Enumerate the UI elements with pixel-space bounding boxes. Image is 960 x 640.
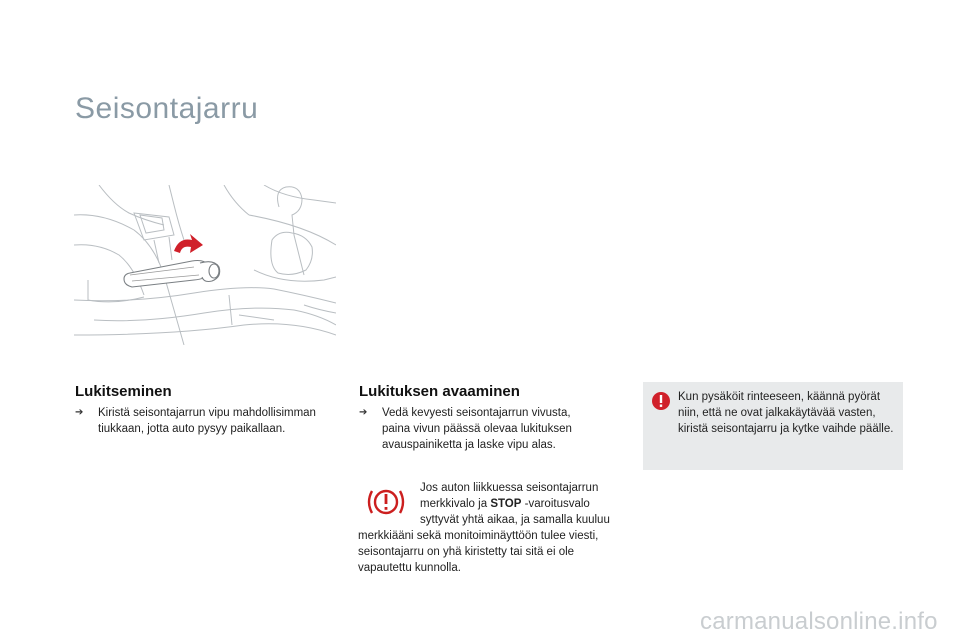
note-box — [643, 382, 903, 470]
release-heading: Lukituksen avaaminen — [359, 383, 520, 400]
warning-text-suffix: -varoitusvalo syttyvät yhtä aikaa, ja samalla kuuluu merkkiääni sekä monitoiminäyttöön tulee viesti, seisontajarru on yhä kiristetty tai sitä ei ole vapautettu kunnolla. — [358, 498, 610, 574]
release-bullet — [359, 405, 599, 453]
lock-bullet-text: Kiristä seisontajarrun vipu mahdollisimman tiukkaan, jotta auto pysyy paikallaan. — [98, 407, 316, 435]
footer-watermark: carmanualsonline.info — [700, 608, 938, 635]
brake-warning-lamp-icon — [364, 482, 408, 522]
alert-icon — [651, 391, 671, 411]
pull-arrow-icon — [174, 234, 203, 253]
handbrake-illustration — [74, 185, 336, 345]
release-bullet-text: Vedä kevyesti seisontajarrun vivusta, paina vivun päässä olevaa lukituksen avauspainiketta ja laske vipu alas. — [382, 407, 572, 451]
warning-text-bold: STOP — [490, 498, 522, 510]
page-title: Seisontajarru — [75, 92, 259, 125]
arrow-bullet-icon: ➔ — [75, 407, 84, 418]
lock-bullet — [75, 405, 337, 437]
warning-paragraph — [358, 480, 630, 576]
lock-heading: Lukitseminen — [75, 383, 172, 400]
arrow-bullet-icon: ➔ — [359, 407, 368, 418]
warning-text-prefix: Jos auton liikkuessa seisontajarrun merkkivalo ja — [420, 482, 599, 510]
note-text: Kun pysäköit rinteeseen, käännä pyörät niin, että ne ovat jalkakäytävää vasten, kiristä seisontajarru ja kytke vaihde päälle. — [678, 391, 894, 435]
